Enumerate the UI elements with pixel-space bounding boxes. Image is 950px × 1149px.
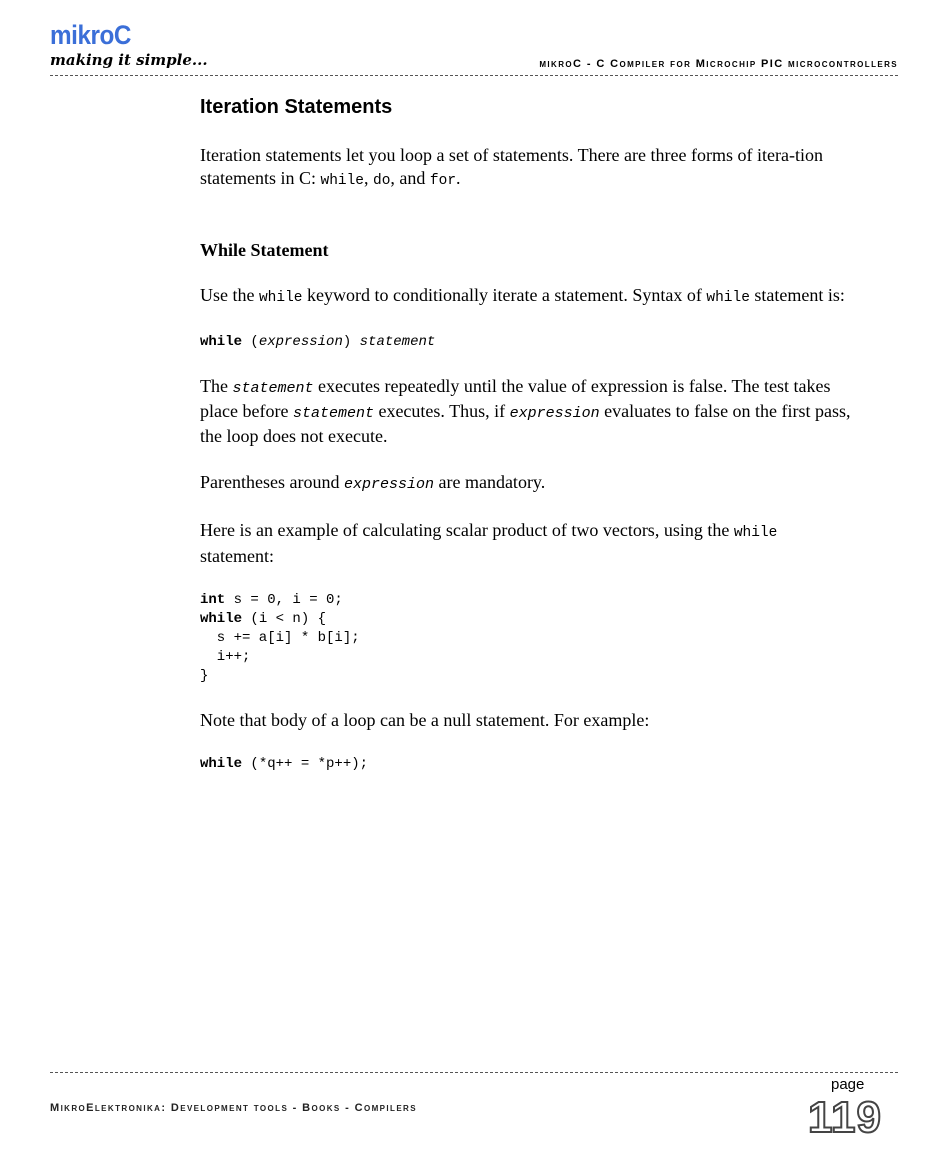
page-label: page <box>831 1076 865 1093</box>
section-title: Iteration Statements <box>200 96 393 118</box>
page-number: 119 <box>808 1093 882 1142</box>
header-divider <box>50 75 898 76</box>
header-title-brand: mikroC <box>539 58 583 70</box>
footer-divider <box>50 1072 898 1073</box>
example-code: int s = 0, i = 0; while (i < n) { s += a[i] * b[i]; i++; } <box>200 592 360 685</box>
page-content <box>200 94 852 797</box>
mikroc-logo: mikroC <box>50 20 132 50</box>
example-intro: Here is an example of calculating scalar product of two vectors, using the while statement: <box>200 520 778 567</box>
footer-text: MikroElektronika: Development tools - Books - Compilers <box>50 1102 417 1114</box>
statement-description: The statement executes repeatedly until the value of expression is false. The test takes place before statement executes. Thus, if expression evaluates to false on the first pass, the loop does not execute. <box>200 376 851 447</box>
tagline: making it simple... <box>50 51 208 69</box>
while-syntax-intro: Use the while keyword to conditionally iterate a statement. Syntax of while statement is: <box>200 285 845 307</box>
null-statement-note: Note that body of a loop can be a null statement. For example: <box>200 710 650 731</box>
intro-paragraph: Iteration statements let you loop a set of statements. There are three forms of itera-tion statements in C: while, do, and for. <box>200 145 823 189</box>
null-statement-code: while (*q++ = *p++); <box>200 756 369 773</box>
header-title-rest: - C Compiler for Microchip PIC microcontrollers <box>582 58 898 70</box>
syntax-code: while (expression) statement <box>200 334 436 351</box>
header-title <box>539 59 898 70</box>
parentheses-note: Parentheses around expression are mandatory. <box>200 472 546 494</box>
while-heading: While Statement <box>200 240 329 260</box>
